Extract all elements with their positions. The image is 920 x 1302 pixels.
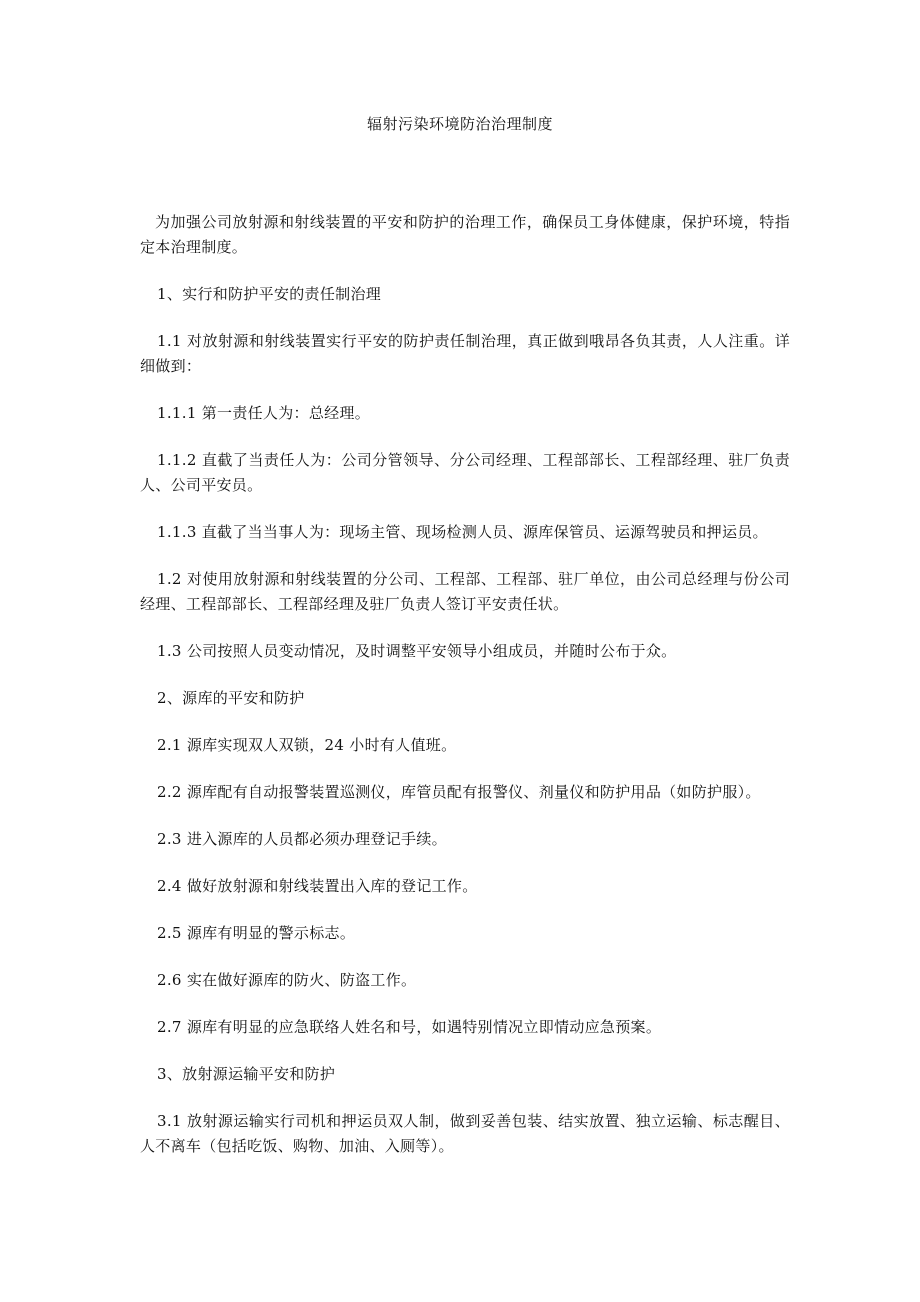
clause-1-1-1: 1.1.1 第一责任人为：总经理。 [157,404,371,422]
section-heading-3: 3、放射源运输平安和防护 [157,1065,336,1083]
clause-2-5: 2.5 源库有明显的警示标志。 [157,924,356,942]
document-title: 辐射污染环境防治治理制度 [366,115,553,133]
clause-2-3: 2.3 进入源库的人员都必须办理登记手续。 [157,830,447,848]
clause-2-1: 2.1 源库实现双人双锁，24 小时有人值班。 [157,736,457,754]
clause-1-3: 1.3 公司按照人员变动情况，及时调整平安领导小组成员，并随时公布于众。 [157,642,677,660]
clause-2-7: 2.7 源库有明显的应急联络人姓名和号，如遇特别情况立即情动应急预案。 [157,1018,662,1036]
document-body [140,210,790,1181]
clause-2-4: 2.4 做好放射源和射线装置出入库的登记工作。 [157,877,478,895]
clause-1-1-2: 1.1.2 直截了当责任人为：公司分管领导、分公司经理、工程部部长、工程部经理、驻厂负责人、公司平安员。 [140,451,790,494]
section-heading-1: 1、实行和防护平安的责任制治理 [157,285,382,303]
clause-2-2: 2.2 源库配有自动报警装置巡测仪，库管员配有报警仪、剂量仪和防护用品（如防护服）。 [157,783,761,801]
clause-1-2: 1.2 对使用放射源和射线装置的分公司、工程部、工程部、驻厂单位，由公司总经理与份公司经理、工程部部长、工程部经理及驻厂负责人签订平安责任状。 [140,570,790,613]
clause-3-1: 3.1 放射源运输实行司机和押运员双人制，做到妥善包装、结实放置、独立运输、标志醒目、人不离车（包括吃饭、购物、加油、入厕等）。 [140,1112,790,1155]
clause-1-1-3: 1.1.3 直截了当当事人为：现场主管、现场检测人员、源库保管员、运源驾驶员和押运员。 [157,523,768,541]
section-heading-2: 2、源库的平安和防护 [157,689,305,707]
intro-paragraph: 为加强公司放射源和射线装置的平安和防护的治理工作，确保员工身体健康，保护环境，特指定本治理制度。 [140,213,790,256]
clause-1-1: 1.1 对放射源和射线装置实行平安的防护责任制治理，真正做到哦昂各负其责，人人注重。详细做到： [140,332,790,375]
clause-2-6: 2.6 实在做好源库的防火、防盗工作。 [157,971,417,989]
